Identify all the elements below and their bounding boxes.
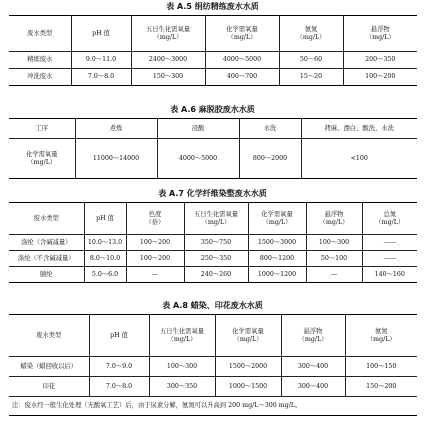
table-cell: 300～400 xyxy=(281,377,345,397)
table-a8-header: 化学需氧量 （mg/L） xyxy=(215,315,281,357)
table-cell: 腈纶 xyxy=(9,267,84,283)
table-a6-row-label: 化学需氧量 （mg/L） xyxy=(9,139,75,179)
table-note-row xyxy=(9,397,417,416)
table-a7-header: 五日生化需氧量 （mg/L） xyxy=(184,203,248,235)
table-cell: 4000～5000 xyxy=(205,52,279,69)
table-a7-header-row xyxy=(9,203,417,235)
table-cell: 1000～1500 xyxy=(215,377,281,397)
table-a8-header: 五日生化需氧量 （mg/L） xyxy=(149,315,215,357)
table-a7-header: 化学需氧量 （mg/L） xyxy=(248,203,306,235)
table-a5-header: 化学需氧量 （mg/L） xyxy=(205,16,279,52)
table-cell: 5.0～6.0 xyxy=(84,267,126,283)
table-a6-header: 工序 xyxy=(9,119,75,139)
table-cell: 100～200 xyxy=(343,69,417,86)
table-cell: — xyxy=(126,267,184,283)
table-cell: 240～260 xyxy=(184,267,248,283)
table-a5 xyxy=(9,15,417,86)
table-a7 xyxy=(9,202,417,283)
table-cell: 150～200 xyxy=(345,377,417,397)
table-cell: 精练废水 xyxy=(9,52,71,69)
table-cell: 300～400 xyxy=(281,357,345,377)
table-cell: 100～200 xyxy=(126,251,184,267)
table-cell: 涤纶（含碱减量） xyxy=(9,235,84,251)
table-a8-header: 悬浮物 （mg/L） xyxy=(281,315,345,357)
table-a7-header: 废水类型 xyxy=(9,203,84,235)
table-a5-header: pH 值 xyxy=(71,16,131,52)
table-row xyxy=(9,267,417,283)
table-row xyxy=(9,357,417,377)
table-a6 xyxy=(9,118,417,179)
table-row xyxy=(9,377,417,397)
table-cell: 100～150 xyxy=(345,357,417,377)
table-a5-header-row xyxy=(9,16,417,52)
table-a7-header: 色度 （倍） xyxy=(126,203,184,235)
table-cell: 4000～5000 xyxy=(157,139,239,179)
table-cell: 9.0～11.0 xyxy=(71,52,131,69)
table-cell: 100～200 xyxy=(126,235,184,251)
table-cell: 100～300 xyxy=(306,235,362,251)
table-cell: 400～700 xyxy=(205,69,279,86)
table-a7-caption: 表 A.7 化学纤维染整废水水质 xyxy=(158,189,267,198)
table-cell: 15～20 xyxy=(279,69,343,86)
table-a6-caption: 表 A.6 麻脱胶废水水质 xyxy=(170,105,255,114)
table-a6-header: 拷麻、漂白、酸洗、水洗 xyxy=(301,119,417,139)
table-cell: 200～350 xyxy=(343,52,417,69)
table-cell: 250～350 xyxy=(184,251,248,267)
table-a8 xyxy=(9,314,417,416)
table-row xyxy=(9,69,417,86)
table-cell: 冲洗废水 xyxy=(9,69,71,86)
table-a8-note: 注：废水经一般生化处理（无酸氧工艺）后，由于尿素分解，氨氮可以升高到 200 mg/L～300 mg/L。 xyxy=(9,397,417,416)
table-cell: 印花 xyxy=(9,377,89,397)
table-a5-header: 氨氮 （mg/L） xyxy=(279,16,343,52)
table-cell: 140～160 xyxy=(362,267,417,283)
table-cell: 1500～2000 xyxy=(215,357,281,377)
table-cell: 2400～3000 xyxy=(131,52,205,69)
table-a8-header: 氨氮 （mg/L） xyxy=(345,315,417,357)
table-a8-header-row xyxy=(9,315,417,357)
table-a7-header: pH 值 xyxy=(84,203,126,235)
table-row xyxy=(9,235,417,251)
table-cell: 1500～3000 xyxy=(248,235,306,251)
table-cell: — xyxy=(306,267,362,283)
table-cell: 100～300 xyxy=(149,357,215,377)
table-cell: 800～1200 xyxy=(248,251,306,267)
table-a6-header: 煮炼 xyxy=(75,119,157,139)
table-cell: 800～2000 xyxy=(239,139,301,179)
table-a8-header: 废水类型 xyxy=(9,315,89,357)
table-row xyxy=(9,52,417,69)
table-cell: —— xyxy=(362,235,417,251)
table-cell: 7.0～9.0 xyxy=(89,357,149,377)
table-a8-caption: 表 A.8 蜡染、印花废水水质 xyxy=(162,301,263,310)
table-cell: 7.0～8.0 xyxy=(71,69,131,86)
table-cell: 300～350 xyxy=(149,377,215,397)
table-cell: 350～750 xyxy=(184,235,248,251)
table-a5-header: 废水类型 xyxy=(9,16,71,52)
table-cell: 150～300 xyxy=(131,69,205,86)
table-a6-header: 浸酸 xyxy=(157,119,239,139)
table-row xyxy=(9,139,417,179)
table-cell: 8.0～10.0 xyxy=(84,251,126,267)
table-cell: 10.0～13.0 xyxy=(84,235,126,251)
table-cell: 11000～14000 xyxy=(75,139,157,179)
table-a5-header: 五日生化需氧量 （mg/L） xyxy=(131,16,205,52)
table-a6-header-row xyxy=(9,119,417,139)
table-cell: 涤纶（不含碱减量） xyxy=(9,251,84,267)
table-cell: 蜡染（蜡回收以后） xyxy=(9,357,89,377)
table-a6-header: 水洗 xyxy=(239,119,301,139)
table-a5-header: 悬浮物 （mg/L） xyxy=(343,16,417,52)
table-cell: —— xyxy=(362,251,417,267)
table-cell: 50～60 xyxy=(279,52,343,69)
table-cell: <100 xyxy=(301,139,417,179)
table-row xyxy=(9,251,417,267)
table-a5-caption: 表 A.5 绢纺精练废水水质 xyxy=(166,2,259,11)
table-a8-header: pH 值 xyxy=(89,315,149,357)
table-a7-header: 总氮 （mg/L） xyxy=(362,203,417,235)
table-a7-header: 悬浮物 （mg/L） xyxy=(306,203,362,235)
table-cell: 7.0～8.0 xyxy=(89,377,149,397)
table-cell: 50～100 xyxy=(306,251,362,267)
table-cell: 1000～1200 xyxy=(248,267,306,283)
